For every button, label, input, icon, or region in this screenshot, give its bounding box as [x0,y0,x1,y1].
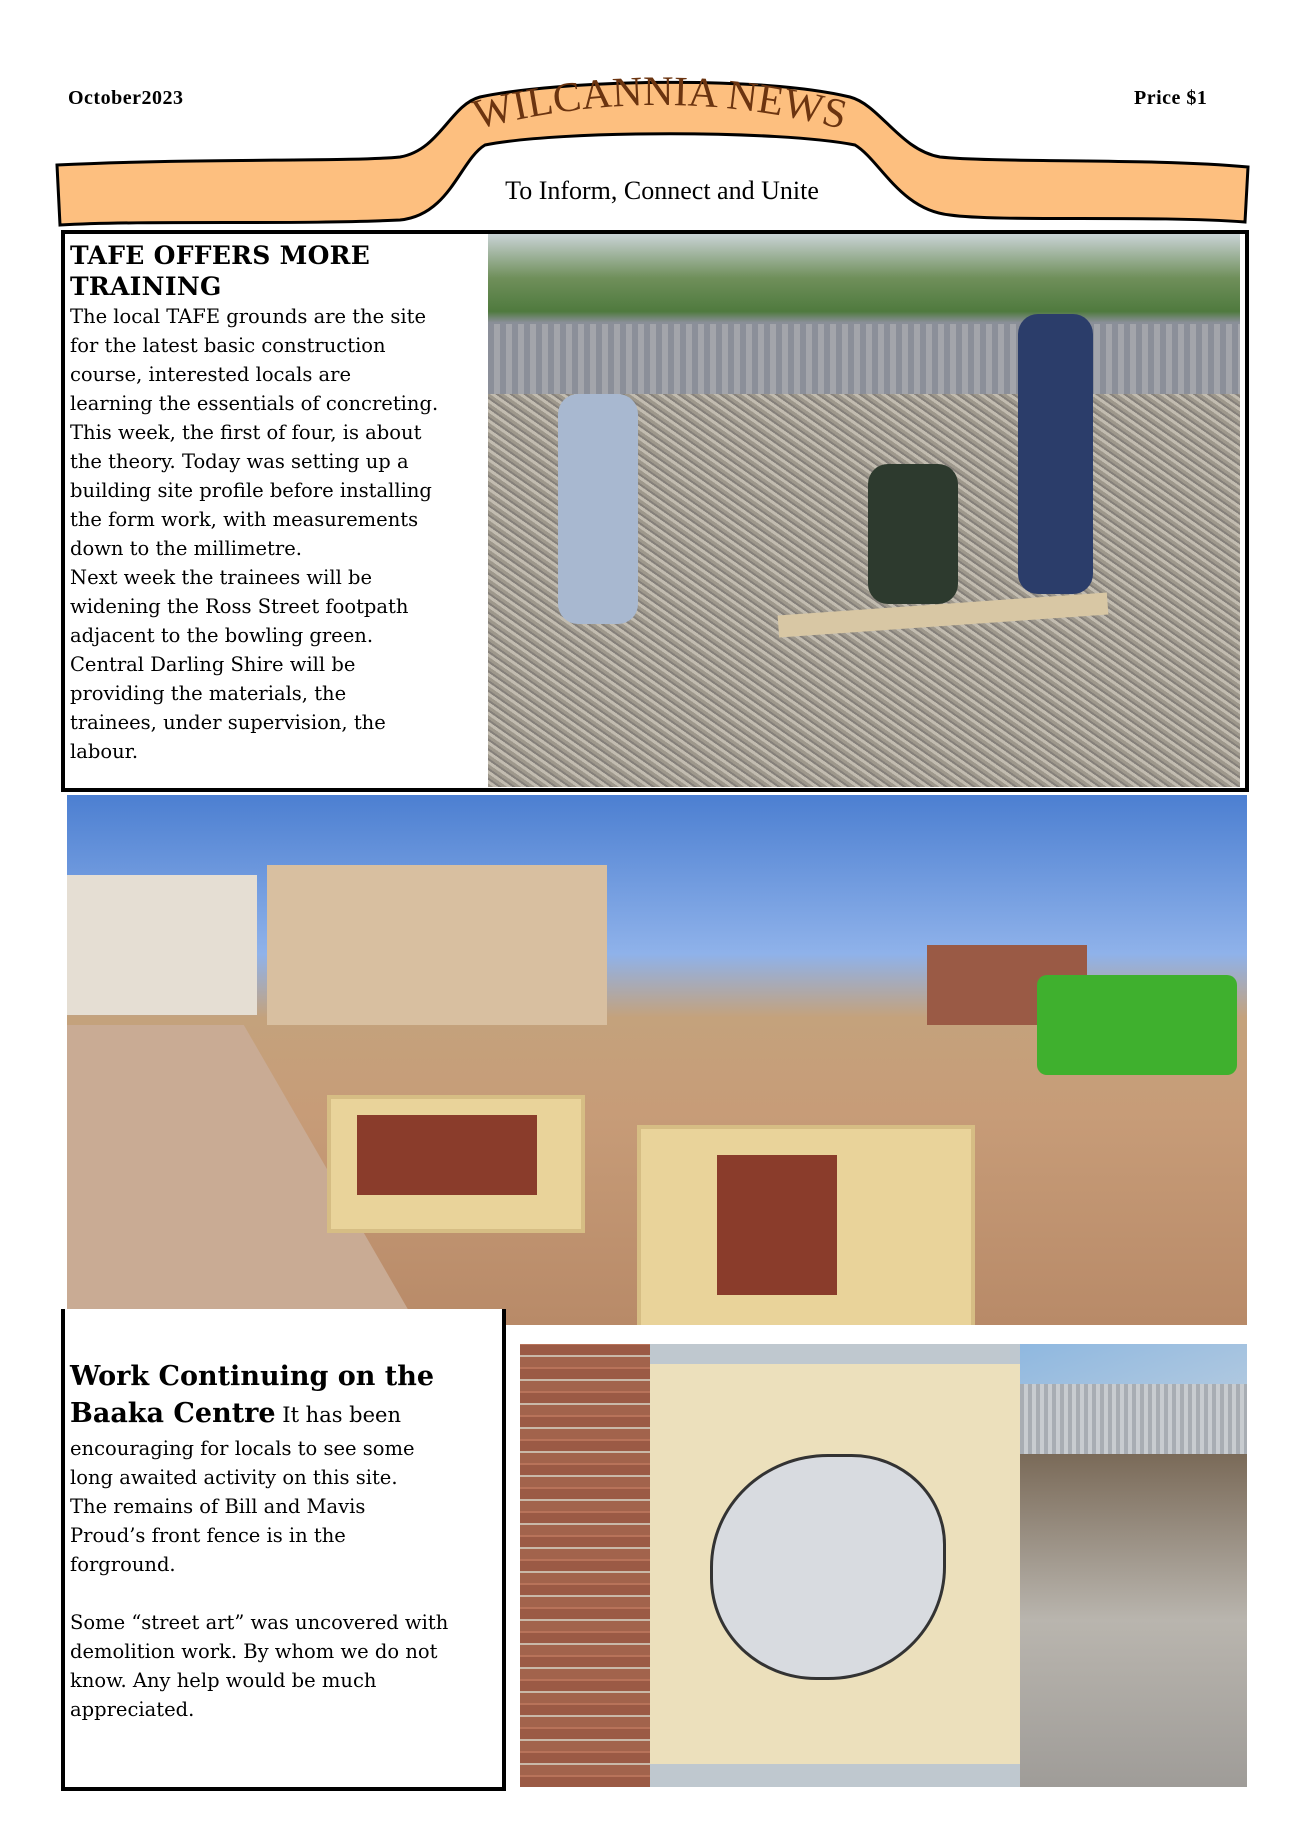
body-line: adjacent to the bowling green. [70,624,374,647]
body-line: demolition work. By whom we do not [70,1640,438,1663]
body-line: encouraging for locals to see some [70,1437,415,1460]
masthead-tagline: To Inform, Connect and Unite [505,176,819,205]
article-heading-line: TAFE OFFERS MORE [70,241,371,270]
body-line: This week, the first of four, is about [70,421,422,444]
body-lead-in: It has been [275,1403,401,1427]
body-line: The remains of Bill and Mavis [70,1495,366,1518]
body-line: widening the Ross Street footpath [70,595,409,618]
body-line: providing the materials, the [70,682,347,705]
body-line: know. Any help would be much [70,1669,377,1692]
body-line: Next week the trainees will be [70,566,373,589]
person-figure [1018,314,1093,594]
body-line: Central Darling Shire will be [70,653,356,676]
body-line: trainees, under supervision, the [70,711,386,734]
body-line: the theory. Today was setting up a [70,450,409,473]
article-heading-line: TRAINING [70,272,222,301]
body-line: building site profile before installing [70,479,432,502]
body-line: The local TAFE grounds are the site [70,305,427,328]
body-line: long awaited activity on this site. [70,1466,398,1489]
photo-trainees-construction [488,234,1240,787]
body-line: forground. [70,1553,176,1576]
body-line: Some “street art” was uncovered with [70,1611,449,1634]
article-tafe-text [70,240,438,766]
body-line: labour. [70,740,139,763]
photo-baaka-centre-site [67,795,1247,1325]
genie-mural [710,1454,946,1680]
price: Price $1 [1134,87,1208,109]
issue-date: October2023 [68,87,184,109]
body-line: the form work, with measurements [70,508,419,531]
telehandler-vehicle [1037,975,1237,1075]
body-line: appreciated. [70,1698,195,1721]
article-heading-line: Baaka Centre [70,1398,276,1429]
body-line: learning the essentials of concreting. [70,392,439,415]
article-baaka-text [70,1358,448,1724]
masthead-banner [0,60,1299,235]
body-line: down to the millimetre. [70,537,302,560]
article-heading-line: Work Continuing on the [70,1361,435,1392]
person-figure [558,394,638,624]
body-line: Proud’s front fence is in the [70,1524,346,1547]
body-line: course, interested locals are [70,363,352,386]
body-line: for the latest basic construction [70,334,386,357]
photo-street-art-genie [520,1344,1247,1787]
person-figure [868,464,958,604]
masthead-title: WILCANNIA NEWS [468,68,852,139]
